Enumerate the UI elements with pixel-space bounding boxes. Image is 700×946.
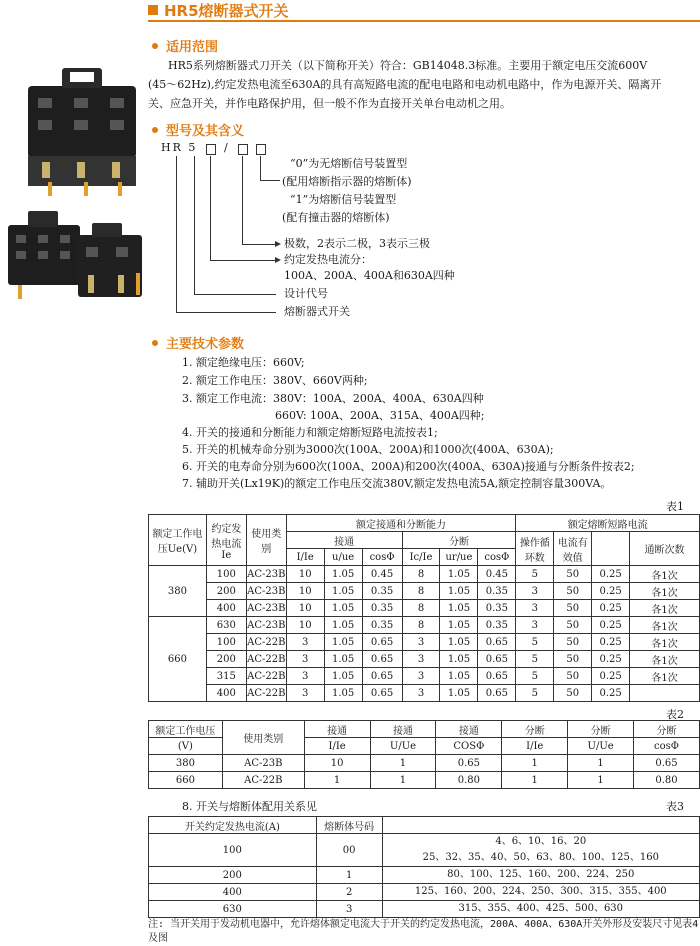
table1-cell: 0.65 [478,668,516,685]
table1-cell: 8 [402,617,440,634]
table1-cell: 0.35 [362,600,402,617]
table1-cell: 10 [286,600,324,617]
table3-rating-line: 315、355、400、425、500、630 [458,903,624,914]
table1-cell: 50 [554,651,592,668]
table1-cell: 5 [516,668,554,685]
table3-cell-ratings [382,834,699,867]
table1-cell: 3 [402,685,440,702]
table1-cell: 1.05 [440,600,478,617]
table-row [149,668,700,685]
table2-cell: 1 [370,772,436,789]
table1-cell: 各1次 [630,668,700,685]
table1-cell: 10 [286,583,324,600]
table1-cell: 0.65 [362,651,402,668]
table3-caption: 表3 [666,800,684,813]
model-annotation: (配用熔断指示器的熔断体) [282,175,412,188]
table2-cell: 0.65 [436,755,502,772]
table1-cell: 0.35 [478,600,516,617]
table1-header-ops: 操作循环数 [516,532,554,566]
table3-cell-code: 1 [316,867,382,884]
params-item: 7. 辅助开关(Lx19K)的额定工作电压交流380V,额定发热电流5A,额定控制容量300VA。 [182,477,612,490]
section-heading-params [148,333,244,352]
table1-cell: 各1次 [630,634,700,651]
page-title [148,0,289,20]
model-code-prefix: HR 5 [161,141,198,154]
table3-cell-code: 3 [316,901,382,918]
leader-line [194,156,195,294]
table1-subheader: Ic/Ie [402,549,440,566]
arrow-icon [275,257,281,263]
table2-cell: 0.80 [634,772,700,789]
params-item: 3. 额定工作电流：380V：100A、200A、400A、630A四种 [182,392,484,405]
table2-cell-voltage: 380 [149,755,223,772]
table2-header-voltage-unit: (V) [149,738,223,755]
table1-cell: 5 [516,685,554,702]
table1-cell: 3 [516,617,554,634]
table1-cell: 50 [554,566,592,583]
table1-cell: 0.65 [478,685,516,702]
table2-subheader: I/Ie [304,738,370,755]
table1-cell: 3 [286,634,324,651]
scope-line-3: 关、应急开关，并作电路保护用，但一般不作为直接开关单台电动机之用。 [148,97,511,110]
section-heading-model [148,120,244,139]
table3-rating-line: 4、6、10、16、20 [495,836,587,847]
table1-cell: 0.45 [478,566,516,583]
table1-cell-current: 630 [206,617,246,634]
model-code-box [206,144,216,155]
table3-cell-current: 400 [149,884,317,901]
leader-line [260,180,280,181]
table3-rating-line: 25、32、35、40、50、63、80、100、125、160 [422,852,659,863]
table1-cell: 各1次 [630,651,700,668]
table2-subheader: I/Ie [502,738,568,755]
table-row [149,617,700,634]
table1-cell: 0.25 [592,566,630,583]
table1-cell: 50 [554,685,592,702]
table1-cell: 3 [516,600,554,617]
table1-cell: 0.65 [478,651,516,668]
scope-line-1: HR5系列熔断器式刀开关（以下简称开关）符合：GB14048.3标准。主要用于额定电压交流600V [168,59,648,72]
table1-cell: 50 [554,600,592,617]
table1-cell: 各1次 [630,617,700,634]
table1-cell-category: AC-22B [246,651,286,668]
table1-cell: 3 [286,668,324,685]
table1-cell: 5 [516,634,554,651]
table1-cell: 0.25 [592,634,630,651]
leader-line [242,244,276,245]
title-square-icon [148,5,158,15]
model-annotation: 100A、200A、400A和630A四种 [284,269,455,282]
table1-cell: 各1次 [630,566,700,583]
table1-cell: 1.05 [440,583,478,600]
table2-cell: 1 [304,772,370,789]
table3-header-code: 熔断体号码 [316,817,382,834]
table3-cell-code: 00 [316,834,382,867]
model-annotation: 极数，2表示二极，3表示三极 [284,237,430,250]
model-annotation: “1”为熔断信号装置型 [290,193,397,206]
table1-cell: 0.25 [592,617,630,634]
table-row [149,867,700,884]
table1-cell: 1.05 [324,600,362,617]
table1-subheader: ur/ue [440,549,478,566]
table1-cell: 各1次 [630,583,700,600]
table1-cell: 8 [402,566,440,583]
table1-cell: 0.35 [478,617,516,634]
model-code-box [256,144,266,155]
table1-cell: 1.05 [324,651,362,668]
table1-cell: 3 [516,583,554,600]
table-row [149,634,700,651]
scope-line-2: (45～62Hz),约定发热电流至630A的具有高短路电流的配电电路和电动机电路中，作为电源开关、隔离开 [148,78,662,91]
leader-line [176,312,276,313]
leader-line [260,156,261,180]
table3-header-ratings [382,817,699,834]
table1-cell: 各1次 [630,600,700,617]
table2-cell: 10 [304,755,370,772]
table1-cell: 3 [402,651,440,668]
table1-cell: 8 [402,583,440,600]
leader-line [194,294,276,295]
table1-cell: 0.65 [362,634,402,651]
table-row [149,685,700,702]
table2-cell: 0.80 [436,772,502,789]
table1-header-voltage: 额定工作电压Ue(V) [149,515,207,566]
table1-cell: 3 [286,685,324,702]
table1-cell-category: AC-22B [246,685,286,702]
table1-header-capacity: 额定接通和分断能力 [286,515,516,532]
table2-header: 分断 [568,721,634,738]
table2-cell-category: AC-22B [222,772,304,789]
section-label: 主要技术参数 [166,337,245,352]
table1-cell: 0.25 [592,583,630,600]
table1-cell: 8 [402,600,440,617]
table1-cell: 1.05 [324,685,362,702]
table2-header-category: 使用类别 [222,721,304,755]
table1-cell: 50 [554,634,592,651]
table1-header-cos [592,532,630,566]
table1-cell-category: AC-23B [246,617,286,634]
table2-header: 分断 [502,721,568,738]
table-row [149,600,700,617]
table1-cell: 1.05 [440,668,478,685]
table1-cell [630,685,700,702]
params-item: 5. 开关的机械寿命分别为3000次(100A、200A)和1000次(400A、630A); [182,443,554,456]
model-annotation: 约定发热电流分： [284,253,372,266]
table1-cell: 10 [286,617,324,634]
table1-cell: 3 [286,651,324,668]
table1-cell: 50 [554,668,592,685]
table1-cell-voltage: 660 [149,617,207,702]
model-annotation: 熔断器式开关 [284,305,350,318]
table3-rating-line: 125、160、200、224、250、300、315、355、400 [414,886,667,897]
table1-cell: 1.05 [324,583,362,600]
table1-cell: 0.35 [478,583,516,600]
table1-cell: 1.05 [440,566,478,583]
table1-header-category: 使用类别 [246,515,286,566]
table1-cell-current: 315 [206,668,246,685]
table1-cell: 3 [402,668,440,685]
table1-header-short: 额定熔断短路电流 [516,515,700,532]
params-item: 1. 额定绝缘电压：660V; [182,356,305,369]
table2-cell: 1 [568,772,634,789]
table1-cell: 1.05 [324,634,362,651]
params-item: 660V: 100A、200A、315A、400A四种; [275,409,485,422]
table1-cell: 5 [516,651,554,668]
table3-cell-ratings [382,867,699,884]
table1-cell: 1.05 [440,634,478,651]
table1-header-break: 分断 [402,532,516,549]
product-photo-bottom [6,205,146,315]
table1-cell: 1.05 [440,651,478,668]
table2-cell: 1 [502,772,568,789]
table2-caption: 表2 [666,708,684,721]
model-code-slash: / [224,141,230,154]
table1-cell: 0.25 [592,668,630,685]
bullet-icon [152,340,158,346]
model-annotation: (配有撞击器的熔断体) [282,211,390,224]
table1-cell-category: AC-23B [246,600,286,617]
leader-line [210,260,276,261]
table1-cell: 0.35 [362,583,402,600]
table1-cell: 1.05 [324,617,362,634]
table-row [149,583,700,600]
model-annotation: “0”为无熔断信号装置型 [290,157,408,170]
table1-cell: 5 [516,566,554,583]
table2-subheader: U/Ue [370,738,436,755]
table1-cell: 0.65 [362,685,402,702]
table2-cell: 1 [502,755,568,772]
table1-cell: 1.05 [324,566,362,583]
table1-subheader: cosΦ [362,549,402,566]
table-row [149,884,700,901]
table1-cell-current: 100 [206,566,246,583]
table3-cell-ratings [382,901,699,918]
table1-header-times: 通断次数 [630,532,700,566]
leader-line [210,156,211,260]
table1-subheader: cosΦ [478,549,516,566]
title-text: HR5熔断器式开关 [164,1,289,20]
table1-cell: 0.65 [478,634,516,651]
table2-header-voltage: 额定工作电压 [149,721,223,738]
leader-line [176,156,177,312]
section-heading-scope [148,36,218,55]
model-annotation: 设计代号 [284,287,328,300]
params-item: 2. 额定工作电压：380V、660V两种; [182,374,368,387]
table1-cell: 1.05 [440,617,478,634]
table3 [148,816,700,918]
table-row [149,755,700,772]
table1-cell-current: 400 [206,600,246,617]
table3-rating-line: 80、100、125、160、200、224、250 [447,869,635,880]
table1-caption: 表1 [666,500,684,513]
footnote: 注: 当开关用于发动机电器中，允许熔体额定电流大于开关的约定发热电流，200A、400A、630A开关外形及安装尺寸见表4及图 [148,919,699,944]
table-row [149,772,700,789]
table1-subheader: I/Ie [286,549,324,566]
table2-header: 分断 [634,721,700,738]
table1-header-eff: 电流有效值 [554,532,592,566]
title-underline [148,20,700,22]
section-label: 适用范围 [166,40,219,55]
table2-subheader: U/Ue [568,738,634,755]
table1-cell: 0.45 [362,566,402,583]
bullet-icon [152,127,158,133]
table1-cell-category: AC-23B [246,566,286,583]
leader-line [242,156,243,244]
table3-cell-current: 200 [149,867,317,884]
product-photo-top [22,58,140,208]
table1-cell: 0.25 [592,651,630,668]
table2-cell-voltage: 660 [149,772,223,789]
table-row [149,901,700,918]
table2-cell: 0.65 [634,755,700,772]
table1-cell: 1.05 [440,685,478,702]
table1-cell-current: 200 [206,583,246,600]
table1-cell-current: 100 [206,634,246,651]
table1-cell: 3 [402,634,440,651]
table1-cell: 0.25 [592,600,630,617]
table2 [148,720,700,789]
table2-header: 接通 [370,721,436,738]
table1-header-make: 接通 [286,532,402,549]
table2-cell-category: AC-23B [222,755,304,772]
table1-cell-category: AC-22B [246,668,286,685]
table1-cell: 0.25 [592,685,630,702]
model-code-box [238,144,248,155]
params-item: 4. 开关的接通和分断能力和额定熔断短路电流按表1; [182,426,438,439]
table1-cell-category: AC-22B [246,634,286,651]
table1-cell: 50 [554,617,592,634]
table3-cell-code: 2 [316,884,382,901]
table-row [149,566,700,583]
bullet-icon [152,43,158,49]
table2-header: 接通 [436,721,502,738]
table1-cell-current: 200 [206,651,246,668]
table1-cell: 1.05 [324,668,362,685]
table3-title: 8. 开关与熔断体配用关系见 [182,800,317,813]
table1-cell: 50 [554,583,592,600]
table3-header-current: 开关约定发热电流(A) [149,817,317,834]
table1-subheader: u/ue [324,549,362,566]
table2-header: 接通 [304,721,370,738]
table2-cell: 1 [370,755,436,772]
table2-subheader: COSΦ [436,738,502,755]
section-label: 型号及其含义 [166,124,245,139]
table1-cell-voltage: 380 [149,566,207,617]
table1-header-current: 约定发热电流Ie [206,515,246,566]
table1-cell: 10 [286,566,324,583]
arrow-icon [275,241,281,247]
table1-cell: 0.65 [362,668,402,685]
table2-subheader: cosΦ [634,738,700,755]
table3-cell-ratings [382,884,699,901]
table1-cell-category: AC-23B [246,583,286,600]
params-item: 6. 开关的电寿命分别为600次(100A、200A)和200次(400A、630A)接通与分断条件按表2; [182,460,635,473]
table1 [148,514,700,702]
table-row [149,651,700,668]
table-row [149,834,700,867]
table1-cell: 0.35 [362,617,402,634]
table3-cell-current: 630 [149,901,317,918]
table2-cell: 1 [568,755,634,772]
table3-cell-current: 100 [149,834,317,867]
table1-cell-current: 400 [206,685,246,702]
